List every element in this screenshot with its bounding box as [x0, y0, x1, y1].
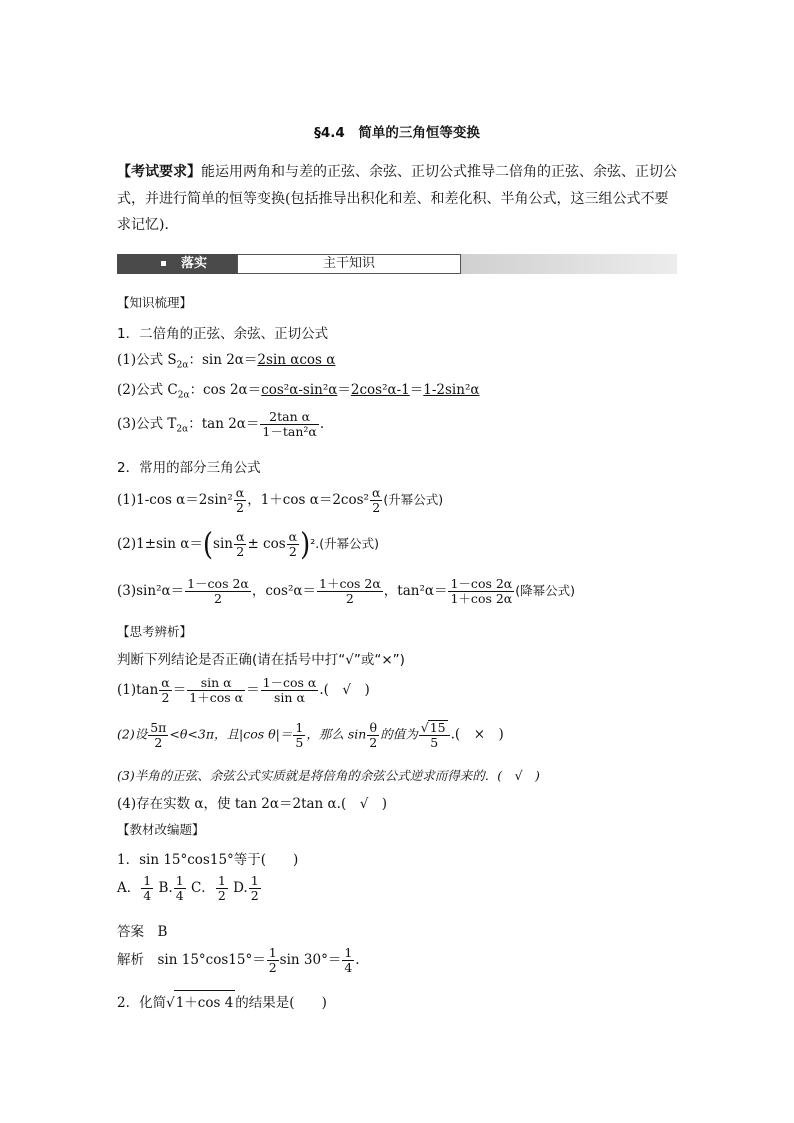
- formula-g1: (1)1-cos α＝2sin² $\frac{\alpha}{2}$ ，1＋cos α＝2cos² $\frac{\alpha}{2}$ (升幂公式): [117, 485, 444, 515]
- section-banner: [117, 254, 677, 274]
- think-heading: 【思考辨析】: [117, 624, 193, 639]
- think-intro: 判断下列结论是否正确(请在括号中打“√”或“×”): [117, 652, 405, 668]
- question-1: (1)tan $\frac{\alpha}{2}$ ＝ $\frac{\text{sin α}}{\text{1＋cos α}}$ ＝ $\frac{\text{1－cos α}}{\text{sin α}}$ .( √ ): [117, 675, 370, 705]
- problem-1: 1．sin 15°cos15°等于( ): [117, 852, 299, 868]
- formula-s2a: (1)公式 $S_{2\alpha}$：sin 2α＝2sin αcos α: [117, 352, 336, 371]
- formula-g3: (3)sin²α＝ $\frac{1-\cos 2\alpha}{2}$ ，cos²α＝ $\frac{1+\cos 2\alpha}{2}$ ，tan²α＝ $\frac{1-\cos 2\alpha}{1+\cos 2\alpha}$ (降幂公式): [117, 576, 576, 606]
- problem-1-options: A． $\frac{1}{4}$ B. $\frac{1}{4}$ C． $\frac{1}{2}$ D. $\frac{1}{2}$: [117, 873, 259, 903]
- answer-line: 答案 B: [117, 924, 168, 940]
- banner-right-label: 主干知识: [237, 254, 461, 274]
- banner-left-label: 落实: [181, 256, 208, 271]
- question-3: (3)半角的正弦、余弦公式实质就是将倍角的余弦公式逆求而得来的．( √ ): [117, 768, 540, 783]
- s2-title: 2．常用的部分三角公式: [117, 460, 261, 476]
- formula-c2a: (2)公式 $C_{2\alpha}$：cos 2α＝cos²α-sin²α＝2cos²α-1＝1-2sin²α: [117, 382, 480, 401]
- answer-s2a: 2sin αcos α: [257, 352, 336, 368]
- problem-2: 2．化简√1＋cos 4 的结果是( ): [117, 990, 327, 1011]
- formula-t2a: (3)公式 $T_{2\alpha}$：tan 2α＝ $\frac{\text{2tan α}}{\text{1－tan²α}}$ .: [117, 409, 325, 439]
- s1-title: 1．二倍角的正弦、余弦、正切公式: [117, 326, 329, 342]
- textbook-heading: 【教材改编题】: [117, 822, 205, 837]
- exam-requirements: [117, 159, 679, 239]
- question-2: (2)设 $\frac{5\pi}{2}$ <θ<3π，且|cos θ|＝ $\frac{1}{5}$ ，那么 sin $\frac{\theta}{2}$ 的值为 $\frac{√15}{5}$ .( × ): [117, 719, 504, 750]
- square-bullet-icon: [161, 261, 166, 266]
- knowledge-heading: 【知识梳理】: [117, 295, 193, 310]
- exam-tag: 【考试要求】: [117, 164, 201, 180]
- question-4: (4)存在实数 α，使 tan 2α＝2tan α.( √ ): [117, 796, 388, 812]
- page-title: §4.4 简单的三角恒等变换: [314, 125, 480, 141]
- solution-line: 解析 sin 15°cos15°＝ $\frac{1}{2}$ sin 30°＝ $\frac{1}{4}$ .: [117, 945, 360, 975]
- banner-dark: [117, 254, 237, 274]
- exam-text: 能运用两角和与差的正弦、余弦、正切公式推导二倍角的正弦、余弦、正切公式，并进行简单的恒等变换(包括推导出积化和差、和差化积、半角公式，这三组公式不要求记忆)．: [117, 164, 677, 233]
- formula-g2: (2)1±sin α＝(sin $\frac{\alpha}{2}$ ± cos $\frac{\alpha}{2}$ )².(升幂公式): [117, 526, 380, 563]
